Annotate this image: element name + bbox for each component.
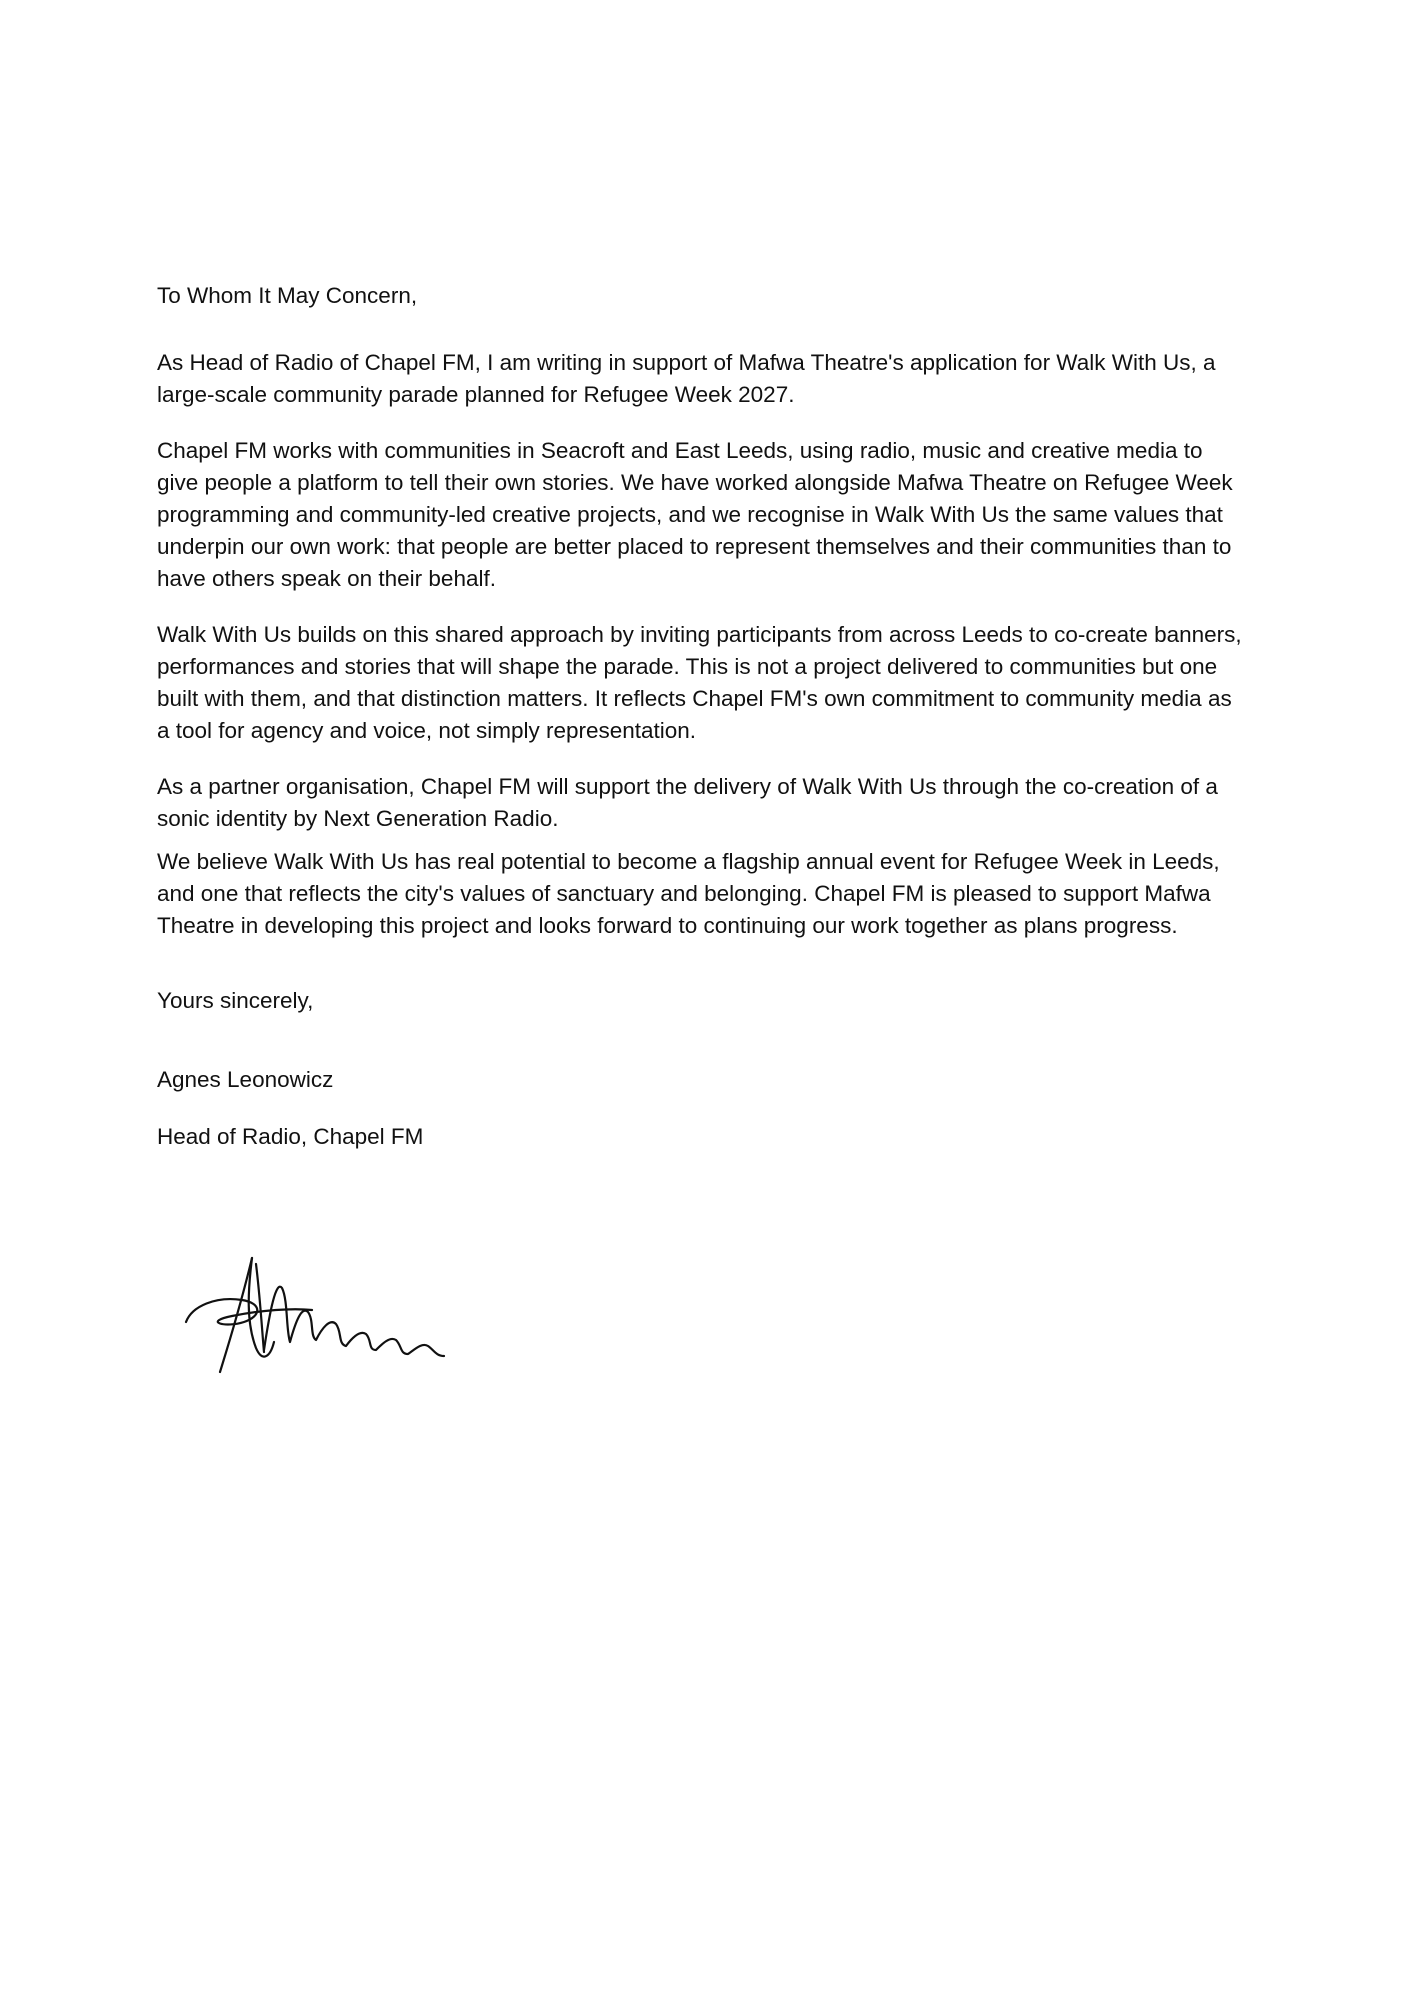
paragraph-conclusion: We believe Walk With Us has real potential to become a flagship annual event for Refugee Week in Leeds, and one that reflects the city's values of sanctuary and belonging. Chapel FM is pleased to support Mafwa Theatre in developing this project and looks forward to continuing our work together as plans progress. <box>157 849 1220 938</box>
paragraph-shared-approach: Walk With Us builds on this shared approach by inviting participants from across Leeds to co-create banners, performances and stories that will shape the parade. This is not a project delivered to communities but one built with them, and that distinction matters. It reflects Chapel FM's own commitment to community media as a tool for agency and voice, not simply representation. <box>157 622 1242 743</box>
paragraph-intro: As Head of Radio of Chapel FM, I am writing in support of Mafwa Theatre's application for Walk With Us, a large-scale community parade planned for Refugee Week 2027. <box>157 350 1216 407</box>
letter-body <box>157 280 1247 1153</box>
handwritten-signature <box>182 1250 512 1380</box>
closing: Yours sincerely, <box>157 988 314 1013</box>
signer-name: Agnes Leonowicz <box>157 1067 334 1092</box>
salutation: To Whom It May Concern, <box>157 283 418 308</box>
paragraph-partner-support: As a partner organisation, Chapel FM will support the delivery of Walk With Us through the co-creation of a sonic identity by Next Generation Radio. <box>157 774 1218 831</box>
paragraph-chapel-fm-work: Chapel FM works with communities in Seacroft and East Leeds, using radio, music and creative media to give people a platform to tell their own stories. We have worked alongside Mafwa Theatre on Refugee Week programming and community-led creative projects, and we recognise in Walk With Us the same values that underpin our own work: that people are better placed to represent themselves and their communities than to have others speak on their behalf. <box>157 438 1233 591</box>
signer-title: Head of Radio, Chapel FM <box>157 1124 424 1149</box>
